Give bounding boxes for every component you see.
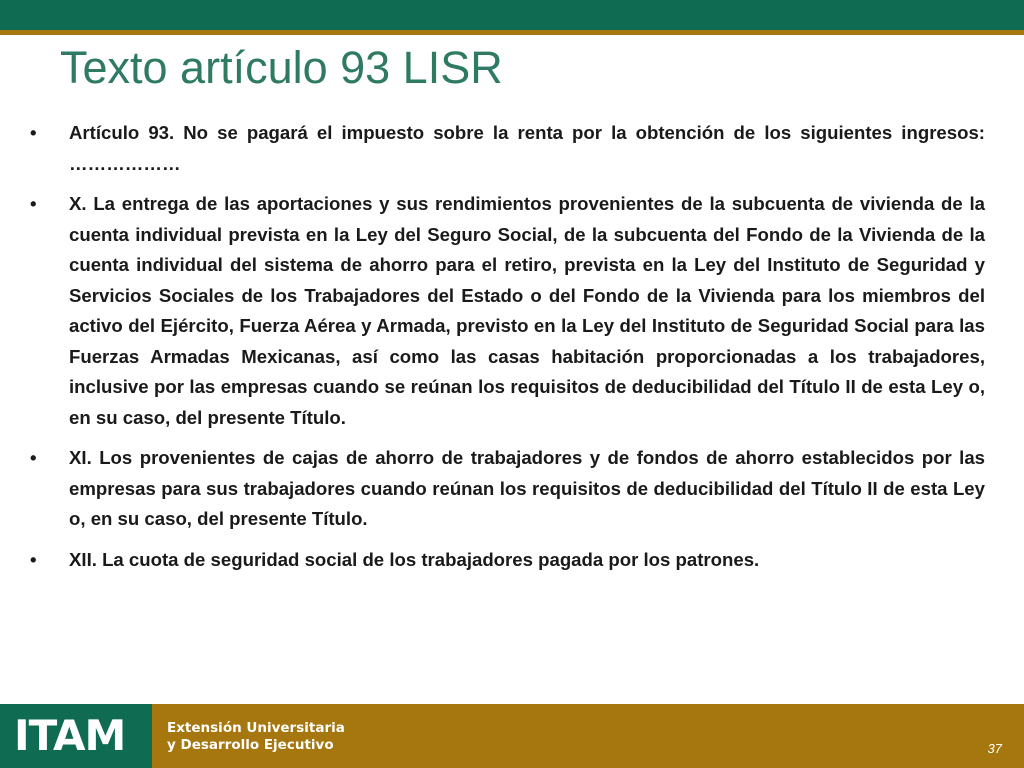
- bullet-icon: •: [30, 193, 37, 214]
- bullet-item-fraction-xi: [30, 443, 985, 535]
- bullet-icon: •: [30, 548, 37, 570]
- itam-logo: ITAM: [14, 711, 126, 760]
- bullet-icon: •: [30, 447, 37, 468]
- bullet-text: XII. La cuota de seguridad social de los trabajadores pagada por los patrones.: [69, 548, 760, 570]
- bullet-icon: •: [30, 122, 37, 143]
- bullet-item-article-93: [30, 118, 985, 179]
- header-bar: [0, 0, 1024, 30]
- slide-title: Texto artículo 93 LISR: [60, 42, 503, 93]
- organization-name: [167, 720, 345, 754]
- page-number: 37: [987, 741, 1002, 756]
- bullet-item-fraction-xii: [30, 545, 985, 576]
- organization-line-2: y Desarrollo Ejecutivo: [167, 737, 334, 753]
- bullet-item-fraction-x: [30, 189, 985, 433]
- bullet-text: Artículo 93. No se pagará el impuesto sobre la renta por la obtención de los siguientes ingresos: ………………: [69, 122, 985, 174]
- footer-bar: [0, 704, 1024, 768]
- organization-line-1: Extensión Universitaria: [167, 720, 345, 736]
- bullet-text: XI. Los provenientes de cajas de ahorro de trabajadores y de fondos de ahorro establecidos por las empresas para sus trabajadores cuando reúnan los requisitos de deducibilidad del Título II de esta Ley o, en su caso, del presente Título.: [69, 447, 985, 529]
- bullet-list: [30, 118, 985, 585]
- bullet-text: X. La entrega de las aportaciones y sus rendimientos provenientes de la subcuenta de vivienda de la cuenta individual prevista en la Ley del Seguro Social, de la subcuenta del Fondo de la Vivienda de la cuenta individual del sistema de ahorro para el retiro, prevista en la Ley del Instituto de Seguridad y Servicios Sociales de los Trabajadores del Estado o del Fondo de la Vivienda para los miembros del activo del Ejército, Fuerza Aérea y Armada, previsto en la Ley del Instituto de Seguridad Social para las Fuerzas Armadas Mexicanas, así como las casas habitación proporcionadas a los trabajadores, inclusive por las empresas cuando se reúnan los requisitos de deducibilidad del Título II de esta Ley o, en su caso, del presente Título.: [69, 193, 985, 428]
- header-accent-line: [0, 30, 1024, 35]
- logo-box: [0, 704, 152, 768]
